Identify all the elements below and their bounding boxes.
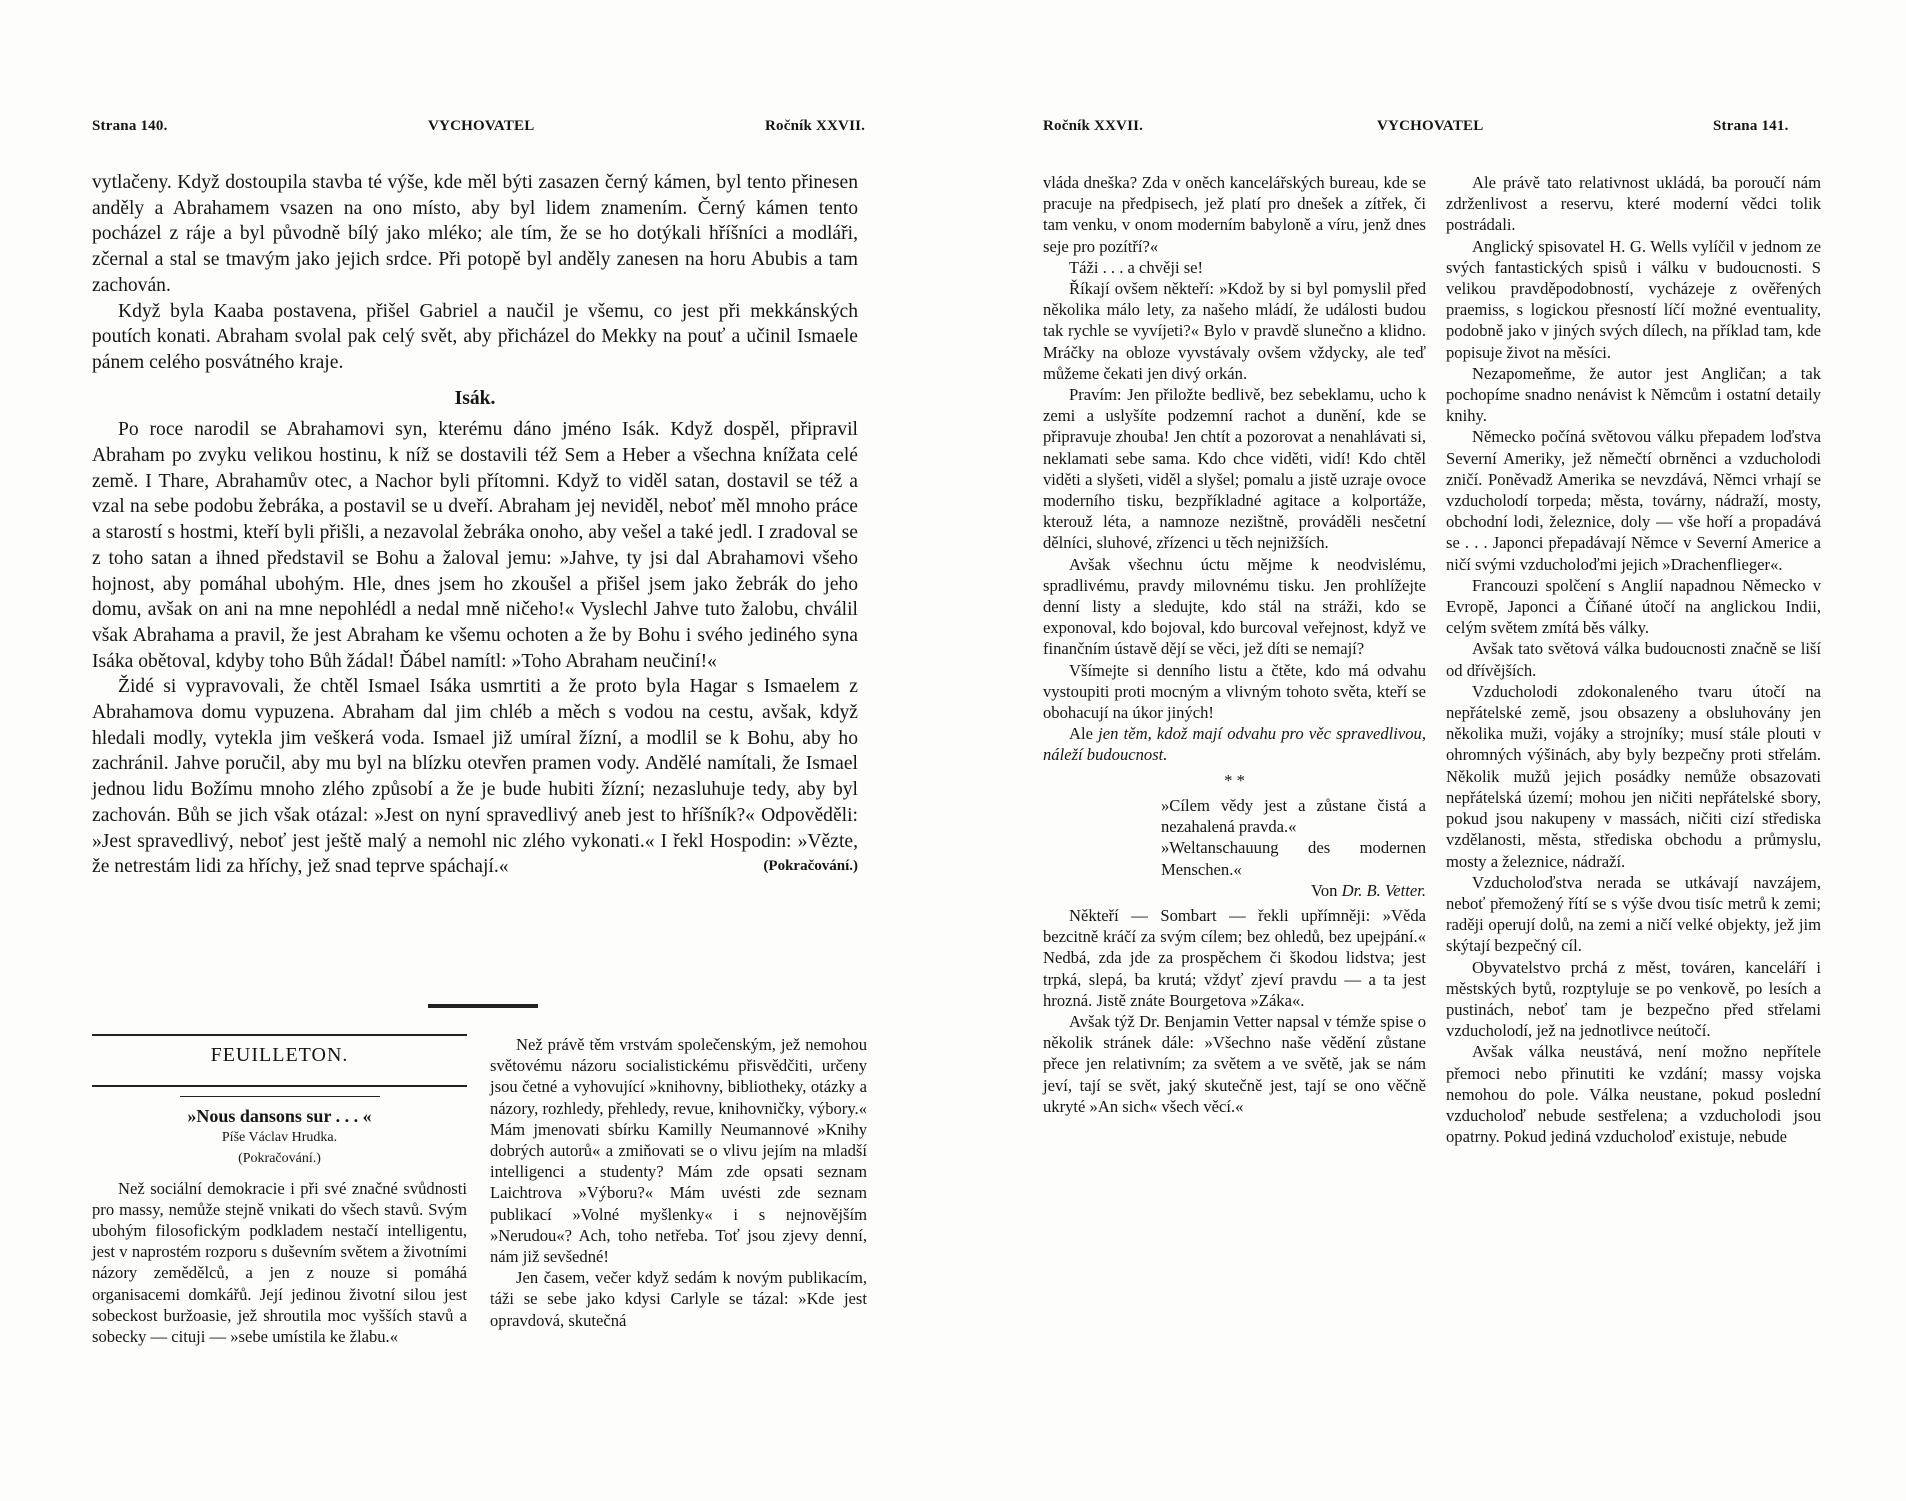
- section-heading-isak: Isák.: [454, 387, 496, 409]
- ale-italic: jen těm, kdož mají odvahu pro věc spravedlivou, náleží budoucnost.: [1043, 724, 1426, 765]
- paragraph: Německo počíná světovou válku přepadem loďstva Severní Ameriky, jež němečtí obrněnci a vzducholodi zničí. Poněvadž Amerika se nevzdává, Němci vrhají se vzducholodí torpeda; města, továrny, nádraží, mosty, obchodní lodi, železnice, doly — vše hoří a propadává se . . . Japonci přepadávají Němce v Severní Americe a ničí svými vzducholoďmi jejich »Drachenflieger«.: [1446, 427, 1821, 574]
- paragraph: vytlačeny. Když dostoupila stavba té výše, kde měl býti zasazen černý kámen, byl tento přinesen anděly a Abrahamem vsazen na ono místo, aby byl lidem znamením. Černý kámen tento pocházel z ráje a byl původně bílý jako mléko; ale tím, že se ho dotýkali hříšníci a modláři, zčernal a stal se tmavým jako jejich srdce. Při potopě byl anděly zanesen na horu Abubis a tam zachován.: [92, 172, 858, 296]
- paragraph: Avšak všechnu úctu mějme k neodvislému, spradlivému, pravdy milovnému tisku. Jen prohlížejte denní listy a sledujte, kdo stál na stráži, kdo se exponoval, kdo bojoval, kdo burcoval veřejnost, když ve finančním ústavě dějí se věci, jež díti se nemají?: [1043, 554, 1426, 659]
- section-stars: * *: [1224, 770, 1245, 790]
- paragraph: vláda dneška? Zda v oněch kancelářských bureau, kde se pracuje na předpisech, jež platí pro dnešek a zítřek, či tam venku, v onom moderním babyloně a víru, jenž dnes seje pro pozítří?«: [1043, 173, 1426, 256]
- left-main-text: [92, 170, 858, 895]
- right-journal-title: VYCHOVATEL: [1377, 118, 1484, 134]
- right-column-1: [1043, 172, 1426, 1117]
- epigraph-author: [1161, 880, 1426, 901]
- paragraph: Ale právě tato relativnost ukládá, ba poroučí nám zdrženlivost a reservu, které moderní vědci tolik postrádali.: [1446, 173, 1821, 235]
- feuilleton-column-2: [490, 1034, 867, 1331]
- left-journal-title: VYCHOVATEL: [428, 118, 535, 134]
- feuilleton-column-1: [92, 1045, 467, 1066]
- paragraph: Obyvatelstvo prchá z měst, továren, kanceláří i městských bytů, rozptyluje se po venkově, po lesích a pustinách, neboť tam je bezpečno před střelami vzducholodí, jež na jednotlivce neútočí.: [1446, 957, 1821, 1041]
- paragraph: Všímejte si denního listu a čtěte, kdo má odvahu vystoupiti proti mocným a vlivným tohoto světa, kteří se obohacují na úkor jiných!: [1043, 660, 1426, 723]
- paragraph: Anglický spisovatel H. G. Wells vylíčil v jednom ze svých fantastických spisů i válku v budoucnosti. S velikou pravděpodobností, vycházeje z ověřených praemiss, s logickou přesností líčí možné eventuality, podobně jako v jiných svých dílech, na příklad tam, kde popisuje život na měsíci.: [1446, 236, 1821, 362]
- paragraph: Pravím: Jen přiložte bedlivě, bez sebeklamu, ucho k zemi a uslyšíte podzemní rachot a dunění, kde se připravuje zhouba! Jen chtít a pozorovat a nenahlávati si, neklamati sebe sama. Kdo chce viděti, vidí! Kdo chtěl viděti a slyšeti, viděl a slyšel; pomalu a jistě uzraje ovoce moderního tisku, bezpříkladné agitace a kolportáže, kterouž léta, a namnoze nezištně, prováděli nesčetní dělníci, sluhové, zřízenci u těch nejnižších.: [1043, 385, 1426, 553]
- feuilleton-body-1: [92, 1106, 467, 1347]
- paragraph: Než právě těm vrstvám společenským, jež nemohou světovému názoru socialistickému přisvědčiti, určeny jsou četné a vyhovující »knihovny, bibliotheky, otázky a názory, rozhledy, přehledy, revue, knihovničky, výbory.« Mám jmenovati sbírku Kamilly Neumannové »Knihy dobrých autorů« a zmiňovati se o vlivu jejím na mladší intelligenci a studenty? Mám zde opsati seznam Laichtrova »Výboru?« Mám uvésti zde seznam publikací »Volné myšlenky« i s nejnovějším »Nerudou«? Ach, toho netřeba. Toť jsou zjevy denní, nám již sevšedné!: [490, 1035, 867, 1267]
- paragraph: Nezapomeňme, že autor jest Angličan; a tak pochopíme snadno nenávist k Němcům i ostatní detaily knihy.: [1446, 363, 1821, 426]
- paragraph: Říkají ovšem někteří: »Kdož by si byl pomyslil před několika málo lety, za našeho mládí, že události budou tak rychle se vyvíjeti?« Bylo v pravdě slunečno a klidno. Mráčky na obloze vyvstávaly ovšem vždycky, ale teď můžeme čekati jen divý orkán.: [1043, 279, 1426, 383]
- paragraph: Jen časem, večer když sedám k novým publikacím, táži se sebe jako kdysi Carlyle se tázal: »Kde jest opravdová, skutečná: [490, 1268, 867, 1330]
- section-divider: [428, 1004, 538, 1008]
- feuilleton-rule-top: [92, 1034, 467, 1036]
- epigraph-author-prefix: Von: [1311, 880, 1342, 900]
- right-column-2: [1446, 172, 1821, 1147]
- right-volume: Ročník XXVII.: [1043, 118, 1144, 134]
- paragraph: Francouzi spolčení s Anglií napadnou Německo v Evropě, Japonci a Číňané útočí na anglickou Indii, celým světem zmítá běs války.: [1446, 575, 1821, 638]
- story-continuation: (Pokračování.): [238, 1151, 321, 1167]
- paragraph: Po roce narodil se Abrahamovi syn, kterému dáno jméno Isák. Když dospěl, připravil Abraham po zvyku velikou hostinu, k níž se dostavili též Sem a Heber a všechna knížata celé země. I Thare, Abrahamův otec, a Nachor byli přítomni. Když to viděl satan, dostavil se též a vzal na sebe podobu žebráka, a postavil se u dveří. Abraham jej neviděl, neboť měl mnoho práce a starostí s hostmi, kteří byli přišli, a nezavolal žebráka onoho, aby vešel a také jedl. I zradoval se z toho satan a ihned představil se Bohu a žaloval jemu: »Jahve, ty jsi dal Abrahamovi všeho hojnost, aby pomáhal ubohým. Hle, dnes jsem ho zkoušel a přišel jsem jako žebrák do jeho domu, avšak on ani na mne nepohlédl a nedal mně ničeho!« Vyslechl Jahve tuto žalobu, chválil však Abrahama a pravil, že jest Abraham ke všemu ochoten a že by Bohu i svého jediného syna Isáka obětoval, kdyby toho Bůh žádal! Ďábel namítl: »Toho Abraham neučiní!«: [92, 419, 858, 672]
- epigraph-line: »Cílem vědy jest a zůstane čistá a nezahalená pravda.«: [1161, 795, 1426, 837]
- feuilleton-rule-middle: [92, 1085, 467, 1087]
- story-title: »Nous dansons sur . . . «: [187, 1106, 372, 1126]
- paragraph: Avšak tato světová válka budoucnosti značně se liší od dřívějších.: [1446, 639, 1821, 680]
- paragraph: Vzducholoďstva nerada se utkávají navzájem, neboť přemožený řítí se s výše dvou tisíc metrů k zemi; raději operují dolů, na zemi a ničí velké objekty, jež jim skýtají bezpečný cíl.: [1446, 872, 1821, 956]
- epigraph: [1161, 795, 1426, 901]
- right-page: [953, 0, 1906, 1501]
- paragraph: Avšak týž Dr. Benjamin Vetter napsal v témže spise o několik stránek dále: »Všechno naše vědění zůstane přece jen relativním; za světem a ve světě, jak se nám jeví, tají se svět, jaký skutečně jest, tají se ono věčně ukryté »An sich« všech věcí.«: [1043, 1011, 1426, 1116]
- left-volume: Ročník XXVII.: [765, 118, 866, 134]
- paragraph: Avšak válka neustává, není možno nepřítele přemoci nebo přinutiti ke vzdání; massy vojska nemohou do pole. Válka neustane, pokud poslední vzducholoď nebude sestřelena; a vzducholodi jsou opatrny. Pokud jediná vzducholoď existuje, nebude: [1446, 1042, 1821, 1147]
- right-page-number: Strana 141.: [1713, 118, 1789, 134]
- ale-prefix: Ale: [1069, 724, 1099, 744]
- paragraph: Židé si vypravovali, že chtěl Ismael Isáka usmrtiti a že proto byla Hagar s Ismaelem z Abrahamova domu vypuzena. Abraham dal jim chléb a měch s vodou na cestu, avšak, když hledali modly, vytekla jim veškerá voda. Ismael již umíral žízní, a modlil se k Bohu, aby ho zachránil. Jahve poručil, aby mu byl na blízku otevřen pramen vody. Andělé namítali, že Ismael jednou lidu Božímu mnoho zlého způsobí a že je bude hubiti žízní; nezasluhuje tedy, aby byl zachován. Bůh se jich však otázal: »Jest on nyní spravedlivý aneb jest to hříšník?« Odpověděli: »Jest spravedlivý, neboť jest ještě malý a nemohl nic zlého vykonati.« I řekl Hospodin: »Vězte, že netrestám lidi za hříchy, jež snad teprve spáchají.«: [92, 676, 858, 878]
- story-author: Píše Václav Hrudka.: [221, 1130, 338, 1146]
- paragraph-ale: [1043, 723, 1426, 765]
- epigraph-author-name: Dr. B. Vetter.: [1341, 880, 1426, 900]
- paragraph: Táži . . . a chvěji se!: [1069, 257, 1204, 277]
- paragraph: Když byla Kaaba postavena, přišel Gabriel a naučil je všemu, co jest při mekkánských poutích konati. Abraham svolal pak celý svět, aby přicházel do Mekky na pouť a učinil Ismaele pánem celého posvátného kraje.: [92, 300, 858, 373]
- paragraph: Vzducholodi zdokonaleného tvaru útočí na nepřátelské země, jsou obsazeny a obsluhovány jen několika muži, vojáky a strojníky; musí stále plouti v ohromných výšinách, aby byly bezpečny proti střelám. Několik mužů jejich posádky nemůže obsazovati nepřátelská území; mohou jen ničiti nepřátelské sbory, pokud jsou nakupeny v massách, ničiti cizí střediska vzdělanosti, města, střediska obchodu a průmyslu, mosty a železnice, nádraží.: [1446, 681, 1821, 871]
- continuation-note: (Pokračování.): [763, 857, 858, 874]
- epigraph-line: »Weltanschauung des modernen Menschen.«: [1161, 838, 1426, 879]
- paragraph: Než sociální demokracie i při své značné svůdnosti pro massy, nemůže stejně vnikati do všech stavů. Svým ubohým filosofickým podkladem nestačí intelligentu, jest v naprostém rozporu s duševním světem a životními názory zemědělců, a jen z nouze si pomáhá organisacemi domkářů. Její jedinou životní silou jest sobeckost buržoasie, jež shroutila moc vyšších stavů a sobecky — cituji — »sebe umístila ke žlabu.«: [92, 1178, 467, 1347]
- paragraph: Někteří — Sombart — řekli upřímněji: »Věda bezcitně kráčí za svým cílem; bez ohledů, bez upejpání.« Nedbá, zda jde za prospěchem či škodou lidstva; jest trpká, slepá, ba krutá; vždyť zjeví pravdu — a ta jest hrozná. Jistě znáte Bourgetova »Záka«.: [1043, 905, 1426, 1010]
- feuilleton-title: FEUILLETON.: [210, 1044, 349, 1066]
- feuilleton-rule-short: [180, 1096, 380, 1097]
- left-page-number: Strana 140.: [92, 118, 168, 134]
